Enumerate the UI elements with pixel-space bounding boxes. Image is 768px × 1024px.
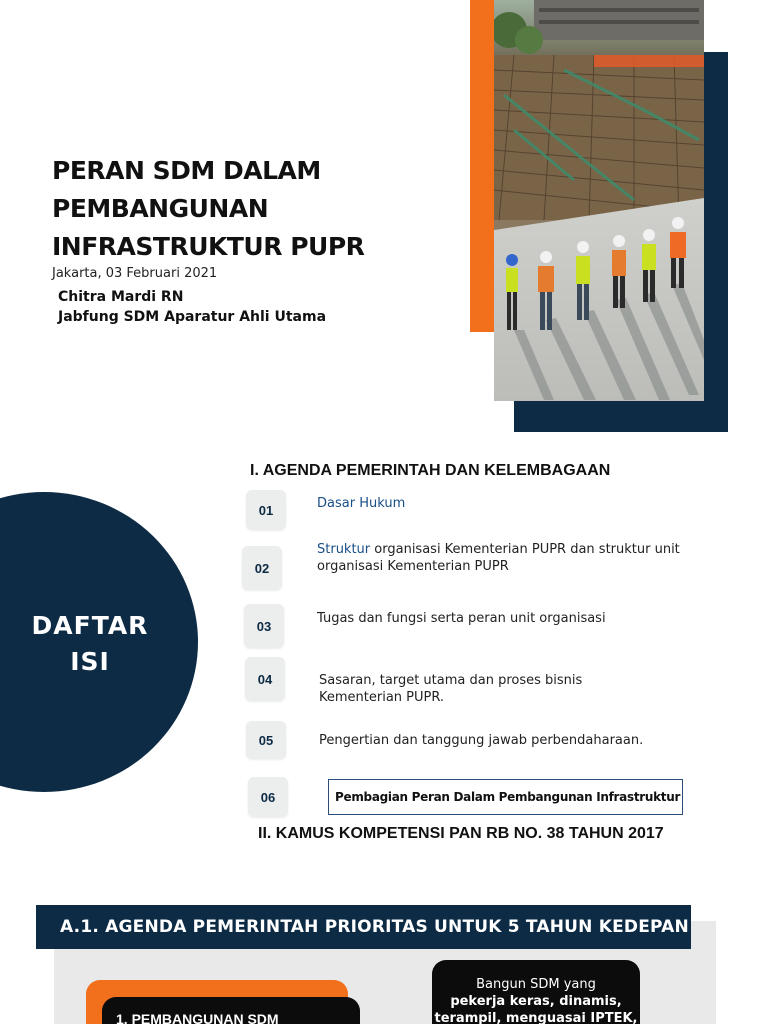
callout-line-bold: pekerja keras, dinamis, (450, 994, 622, 1009)
presentation-date: Jakarta, 03 Februari 2021 (52, 266, 218, 281)
agenda-slide (0, 885, 768, 1024)
toc-item-text[interactable] (317, 541, 687, 575)
toc-item-text[interactable] (319, 672, 619, 706)
callout-line: Bangun SDM yang (476, 977, 596, 992)
toc-item-label: Sasaran, target utama dan proses bisnis Kementerian PUPR. (319, 673, 583, 705)
toc-item-boxed[interactable]: Pembagian Peran Dalam Pembangunan Infrastruktur (328, 779, 683, 815)
toc-title (20, 608, 160, 680)
title-slide (0, 0, 768, 440)
orange-accent-bar (470, 0, 494, 332)
toc-item-label: Pengertian dan tanggung jawab perbendaharaan. (319, 733, 644, 748)
item-number: 01 (246, 490, 286, 530)
table-of-contents-slide (0, 440, 768, 885)
item-number: 02 (242, 546, 282, 590)
toc-item-highlight: Struktur (317, 542, 371, 557)
toc-item-label: organisasi Kementerian PUPR dan struktur unit organisasi Kementerian PUPR (317, 542, 680, 574)
presenter-name: Chitra Mardi RN (58, 289, 184, 305)
agenda-banner: A.1. AGENDA PEMERINTAH PRIORITAS UNTUK 5 TAHUN KEDEPAN (36, 905, 691, 949)
callout-line-bold: terampil, menguasai IPTEK, (434, 1011, 638, 1024)
toc-item-text[interactable] (317, 610, 687, 627)
toc-item-text[interactable] (319, 732, 689, 749)
toc-title-line1: DAFTAR (31, 611, 149, 640)
callout-box (432, 960, 640, 1024)
item-number: 05 (246, 721, 286, 759)
construction-workers-image (494, 0, 704, 401)
section-heading-agenda: I. AGENDA PEMERINTAH DAN KELEMBAGAAN (250, 462, 611, 479)
construction-site-photo (494, 0, 704, 401)
item-number: 06 (248, 777, 288, 817)
section-heading-kamus: II. KAMUS KOMPETENSI PAN RB NO. 38 TAHUN 2017 (258, 825, 664, 842)
presentation-title: PERAN SDM DALAM PEMBANGUNAN INFRASTRUKTUR PUPR (52, 156, 365, 261)
toc-title-line2: ISI (70, 647, 110, 676)
item-number: 03 (244, 604, 284, 648)
toc-item-label: Tugas dan fungsi serta peran unit organisasi (317, 611, 606, 626)
item-number: 04 (245, 657, 285, 701)
toc-item-label: Dasar Hukum (317, 496, 406, 511)
toc-item-text[interactable] (317, 495, 687, 512)
presenter-role: Jabfung SDM Aparatur Ahli Utama (58, 309, 327, 325)
priority-card: 1. PEMBANGUNAN SDM (102, 997, 360, 1024)
